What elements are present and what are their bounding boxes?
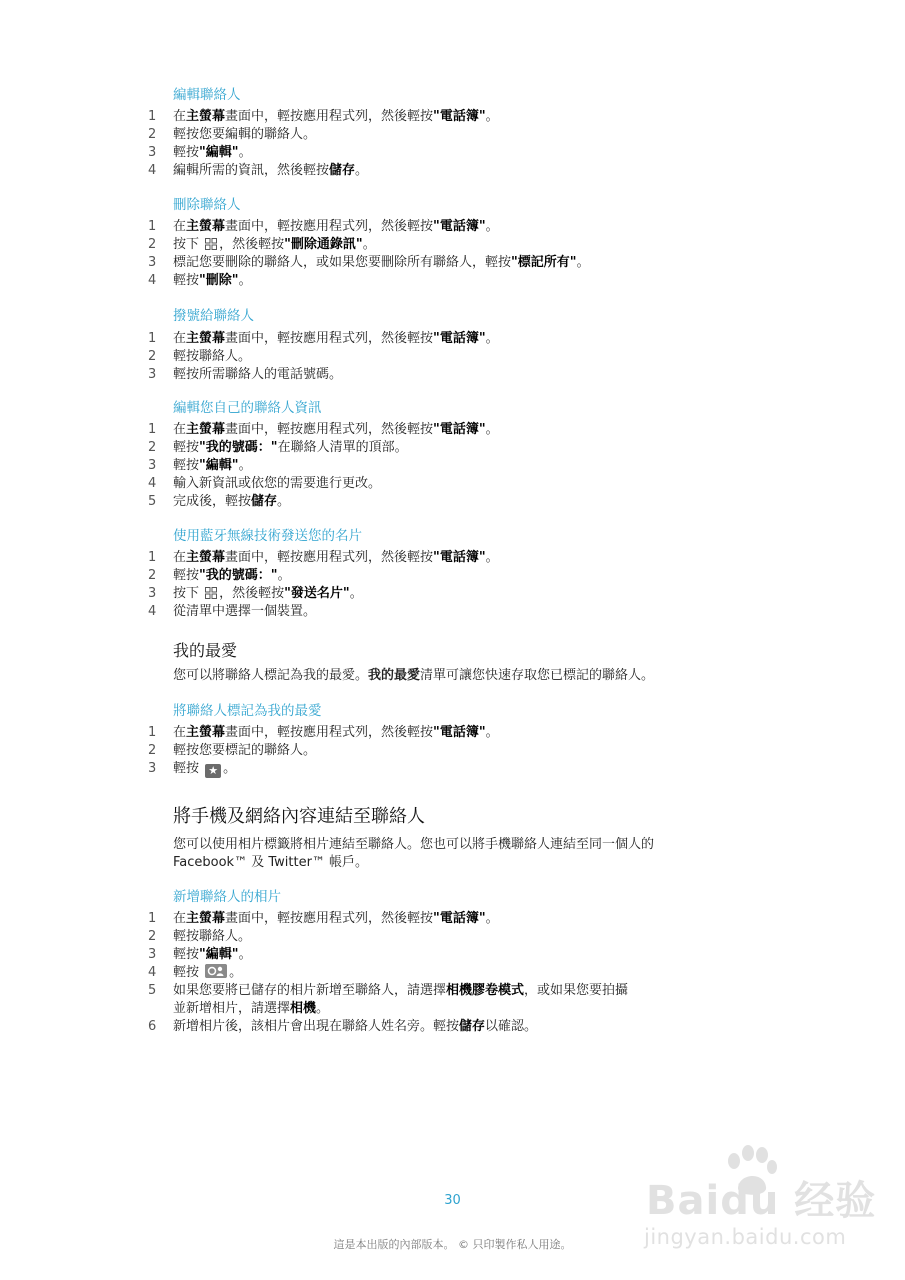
step-item xyxy=(0,585,773,603)
steps-send-card xyxy=(0,549,773,621)
step-text: 在主螢幕畫面中，輕按應用程式列，然後輕按"電話簿"。 xyxy=(173,219,499,234)
step-number: 4 xyxy=(148,965,157,980)
step-item xyxy=(0,439,773,457)
section-title-edit-contact: 編輯聯絡人 xyxy=(173,87,241,103)
step-text: 輕按"編輯"。 xyxy=(173,458,252,473)
menu-icon xyxy=(205,587,217,599)
step-item xyxy=(0,549,773,567)
step-item xyxy=(0,126,773,144)
step-item xyxy=(0,910,773,928)
step-text: 從清單中選擇一個裝置。 xyxy=(173,604,317,619)
step-text: 輕按聯絡人。 xyxy=(173,929,252,944)
step-text: 按下 ，然後輕按"發送名片"。 xyxy=(173,586,363,601)
step-item xyxy=(0,272,773,290)
step-text: 輕按您要編輯的聯絡人。 xyxy=(173,127,317,142)
step-item xyxy=(0,348,773,366)
step-item xyxy=(0,218,773,236)
star-icon: ★ xyxy=(205,764,221,778)
step-text: 輕按所需聯絡人的電話號碼。 xyxy=(173,367,343,382)
steps-add-photo xyxy=(0,910,773,1036)
step-text: 在主螢幕畫面中，輕按應用程式列，然後輕按"電話簿"。 xyxy=(173,422,499,437)
step-number: 3 xyxy=(148,761,157,776)
step-item xyxy=(0,982,773,1018)
step-item xyxy=(0,330,773,348)
step-number: 3 xyxy=(148,458,157,473)
step-number: 4 xyxy=(148,163,157,178)
link-intro xyxy=(173,836,773,872)
step-text: 在主螢幕畫面中，輕按應用程式列，然後輕按"電話簿"。 xyxy=(173,911,499,926)
section-title-add-photo: 新增聯絡人的相片 xyxy=(173,889,281,905)
step-number: 3 xyxy=(148,586,157,601)
step-number: 4 xyxy=(148,476,157,491)
baidu-watermark xyxy=(640,1145,880,1265)
step-item xyxy=(0,366,773,384)
step-number: 2 xyxy=(148,743,157,758)
step-number: 1 xyxy=(148,911,157,926)
step-number: 1 xyxy=(148,550,157,565)
steps-edit-own-info xyxy=(0,421,773,511)
step-number: 3 xyxy=(148,947,157,962)
step-text: 在主螢幕畫面中，輕按應用程式列，然後輕按"電話簿"。 xyxy=(173,550,499,565)
step-number: 5 xyxy=(148,983,157,998)
watermark-url: jingyan.baidu.com xyxy=(644,1225,847,1249)
step-number: 2 xyxy=(148,568,157,583)
step-item xyxy=(0,162,773,180)
step-number: 2 xyxy=(148,349,157,364)
step-item xyxy=(0,742,773,760)
step-item xyxy=(0,946,773,964)
link-intro-line2: Facebook™ 及 Twitter™ 帳戶。 xyxy=(173,855,369,870)
step-text: 輕按"編輯"。 xyxy=(173,145,252,160)
page-number: 30 xyxy=(444,1193,461,1208)
heading-favorites: 我的最愛 xyxy=(173,641,238,660)
step-number: 1 xyxy=(148,331,157,346)
step-text: 輕按您要標記的聯絡人。 xyxy=(173,743,317,758)
step-text: 在主螢幕畫面中，輕按應用程式列，然後輕按"電話簿"。 xyxy=(173,331,499,346)
step-text: 輕按 。 xyxy=(173,965,243,980)
heading-link-content: 將手機及網絡內容連結至聯絡人 xyxy=(173,806,425,827)
link-intro-line1: 您可以使用相片標籤將相片連結至聯絡人。您也可以將手機聯絡人連結至同一個人的 xyxy=(173,837,655,852)
step-text: 在主螢幕畫面中，輕按應用程式列，然後輕按"電話簿"。 xyxy=(173,109,499,124)
step-item xyxy=(0,724,773,742)
step-item xyxy=(0,567,773,585)
steps-call-contact xyxy=(0,330,773,384)
step-number: 2 xyxy=(148,127,157,142)
step-number: 3 xyxy=(148,145,157,160)
footer-note: 這是本出版的內部版本。 © 只印製作私人用途。 xyxy=(333,1238,572,1251)
step-number: 2 xyxy=(148,440,157,455)
step-item xyxy=(0,760,773,778)
steps-mark-favorite xyxy=(0,724,773,778)
step-text: 按下 ，然後輕按"刪除通錄訊"。 xyxy=(173,237,376,252)
step-item xyxy=(0,475,773,493)
step-item xyxy=(0,457,773,475)
step-text: 輕按"我的號碼："。 xyxy=(173,568,291,583)
step-number: 1 xyxy=(148,109,157,124)
step-item xyxy=(0,254,773,272)
step-item xyxy=(0,144,773,162)
step-item xyxy=(0,964,773,982)
section-title-send-card: 使用藍牙無線技術發送您的名片 xyxy=(173,528,362,544)
watermark-brand: Baidu 经验 xyxy=(646,1178,877,1224)
section-title-delete-contact: 刪除聯絡人 xyxy=(173,197,241,213)
section-title-call-contact: 撥號給聯絡人 xyxy=(173,308,254,324)
step-text: 輕按 ★ 。 xyxy=(173,761,237,777)
step-number: 4 xyxy=(148,273,157,288)
step-text: 輕按聯絡人。 xyxy=(173,349,252,364)
section-title-mark-favorite: 將聯絡人標記為我的最愛 xyxy=(173,703,322,719)
step-item xyxy=(0,236,773,254)
step-text: 輕按"我的號碼："在聯絡人清單的頂部。 xyxy=(173,440,408,455)
favorites-intro: 您可以將聯絡人標記為我的最愛。我的最愛清單可讓您快速存取您已標記的聯絡人。 xyxy=(173,668,655,683)
step-text: 新增相片後，該相片會出現在聯絡人姓名旁。輕按儲存以確認。 xyxy=(173,1019,538,1034)
step-item xyxy=(0,1018,773,1036)
photo-icon xyxy=(205,964,227,978)
steps-edit-contact xyxy=(0,108,773,180)
step-text: 輕按"刪除"。 xyxy=(173,273,252,288)
step-number: 2 xyxy=(148,237,157,252)
step-text: 輸入新資訊或依您的需要進行更改。 xyxy=(173,476,382,491)
step-number: 5 xyxy=(148,494,157,509)
section-title-edit-own-info: 編輯您自己的聯絡人資訊 xyxy=(173,400,322,416)
step-item xyxy=(0,928,773,946)
step-item xyxy=(0,108,773,126)
step-number: 1 xyxy=(148,422,157,437)
step-number: 4 xyxy=(148,604,157,619)
step-item xyxy=(0,493,773,511)
steps-delete-contact xyxy=(0,218,773,290)
step-text: 輕按"編輯"。 xyxy=(173,947,252,962)
step-number: 6 xyxy=(148,1019,157,1034)
step-number: 3 xyxy=(148,367,157,382)
step-number: 3 xyxy=(148,255,157,270)
step-number: 2 xyxy=(148,929,157,944)
step-text: 完成後，輕按儲存。 xyxy=(173,494,291,509)
step-text: 如果您要將已儲存的相片新增至聯絡人，請選擇相機膠卷模式，或如果您要拍攝 並新增相片，請選擇相機。 xyxy=(173,983,629,1016)
step-number: 1 xyxy=(148,725,157,740)
step-number: 1 xyxy=(148,219,157,234)
step-item xyxy=(0,603,773,621)
step-text: 在主螢幕畫面中，輕按應用程式列，然後輕按"電話簿"。 xyxy=(173,725,499,740)
step-text: 標記您要刪除的聯絡人，或如果您要刪除所有聯絡人，輕按"標記所有"。 xyxy=(173,255,590,270)
step-item xyxy=(0,421,773,439)
menu-icon xyxy=(205,238,217,250)
step-text: 編輯所需的資訊，然後輕按儲存。 xyxy=(173,163,369,178)
